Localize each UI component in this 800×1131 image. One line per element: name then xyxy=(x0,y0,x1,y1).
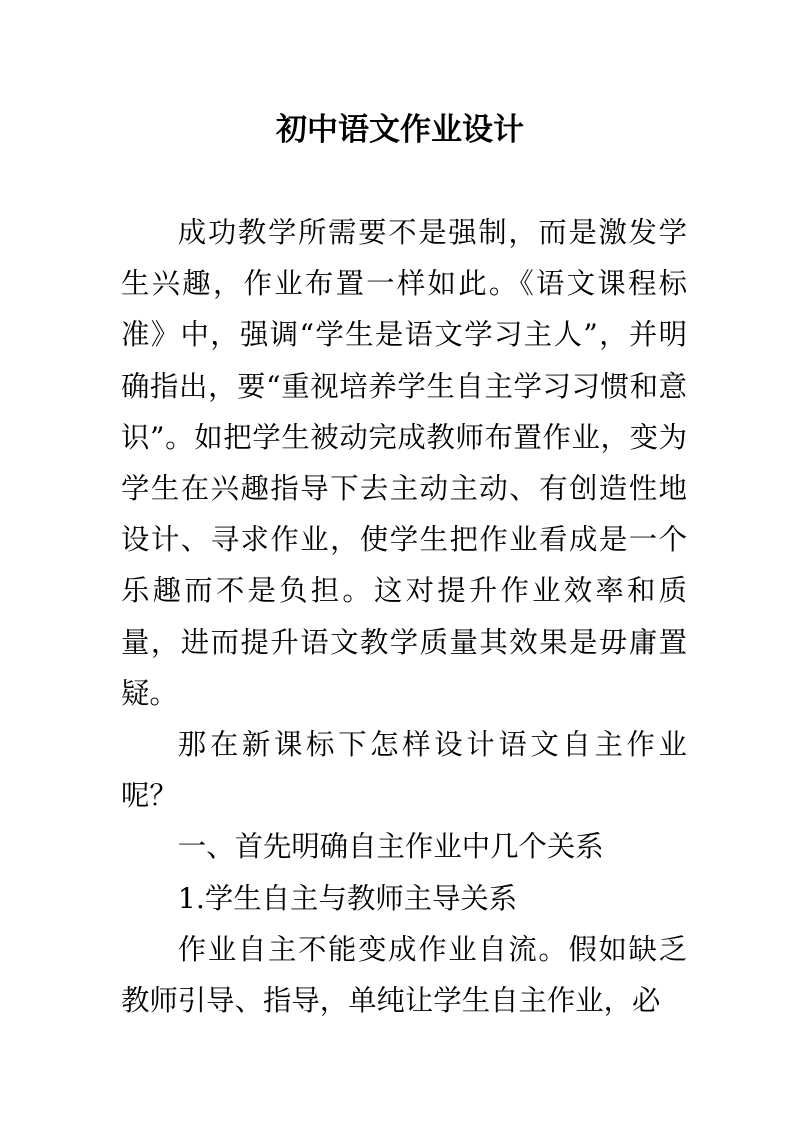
document-title: 初中语文作业设计 xyxy=(276,112,524,148)
section-heading: 一、首先明确自主作业中几个关系 xyxy=(177,830,604,864)
paragraph-body: 作业自主不能变成作业自流。假如缺乏教师引导、指导，单纯让学生自主作业，必 xyxy=(121,932,687,1018)
subsection-heading: 1.学生自主与教师主导关系 xyxy=(177,881,518,915)
paragraph-question: 那在新课标下怎样设计语文自主作业呢？ xyxy=(121,728,687,813)
document-body xyxy=(121,207,687,1026)
paragraph-intro: 成功教学所需要不是强制，而是激发学生兴趣，作业布置一样如此。《语文课程标准》中，强调“学生是语文学习主人”，并明确指出，要“重视培养学生自主学习习惯和意识”。如把学生被动完成教师布置作业，变为学生在兴趣指导下去主动主动、有创造性地设计、寻求作业，使学生把作业看成是一个乐趣而不是负担。这对提升作业效率和质量，进而提升语文教学质量其效果是毋庸置疑。 xyxy=(121,216,687,710)
